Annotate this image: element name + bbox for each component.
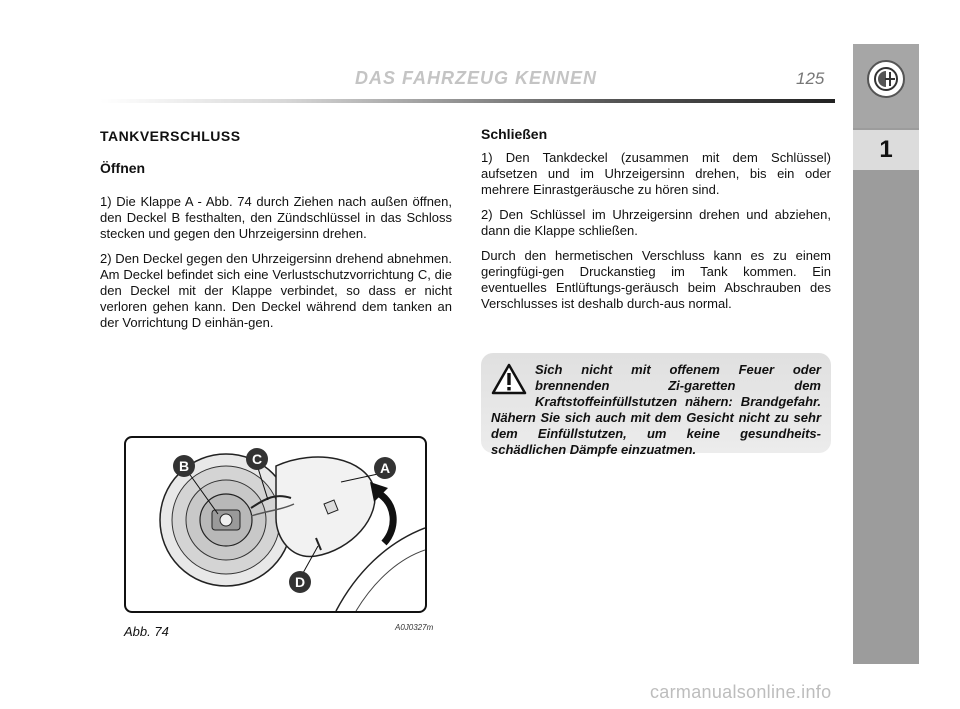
warning-text bbox=[491, 362, 821, 458]
label-d-marker bbox=[289, 571, 311, 593]
chapter-number: 1 bbox=[853, 130, 919, 170]
paragraph: Durch den hermetischen Verschluss kann es zu einem geringfügi-gen Druckanstieg im Tank kommen. Ein eventuelles Entlüftungs-geräusch beim Abschrauben des Verschlusses ist deshalb durch-aus normal. bbox=[481, 248, 831, 311]
paragraph: 2) Den Schlüssel im Uhrzeigersinn drehen und abziehen, dann die Klappe schließen. bbox=[481, 207, 831, 238]
section-heading: TANKVERSCHLUSS bbox=[100, 128, 241, 144]
page-number: 125 bbox=[796, 69, 825, 88]
warning-box bbox=[481, 353, 831, 457]
logo-box bbox=[853, 44, 919, 128]
chapter-tab-strip bbox=[853, 44, 919, 664]
paragraph: 2) Den Deckel gegen den Uhrzeigersinn drehend abnehmen. Am Deckel befindet sich eine Verlustschutzvorrichtung C, die den Deckel mit der Klappe verbindet, so dass er nicht verloren gehen kann. Den Deckel während dem tanken an der Vorrichtung D einhän-gen. bbox=[100, 251, 452, 330]
right-column bbox=[481, 126, 831, 321]
label-c-marker bbox=[246, 448, 268, 470]
warning-text-content: Sich nicht mit offenem Feuer oder brennenden Zi-garetten dem Kraftstoffeinfüllstutzen nähern: Brandgefahr. Nähern Sie sich auch mit dem Gesicht nicht zu sehr dem Einfüllstutzen, um keine gesundheits-schädlichen Dämpfe einzuatmen. bbox=[491, 362, 821, 457]
figure-code: A0J0327m bbox=[395, 623, 434, 632]
alfa-romeo-logo-icon bbox=[867, 60, 905, 98]
fuel-cap-illustration bbox=[126, 438, 425, 611]
label-b-marker bbox=[173, 455, 195, 477]
label-b: B bbox=[178, 458, 190, 474]
subheading-close: Schließen bbox=[481, 126, 548, 142]
figure-fuel-cap bbox=[124, 436, 427, 613]
paragraph: 1) Die Klappe A - Abb. 74 durch Ziehen nach außen öffnen, den Deckel B festhalten, den Zündschlüssel in das Schloss stecken und gegen den Uhrzeigersinn drehen. bbox=[100, 194, 452, 241]
paragraph: 1) Den Tankdeckel (zusammen mit dem Schlüssel) aufsetzen und im Uhrzeigersinn drehen, bis ein oder mehrere Einrastgeräusche zu hören sind. bbox=[481, 150, 831, 197]
label-a: A bbox=[379, 460, 391, 476]
watermark: carmanualsonline.info bbox=[650, 682, 832, 702]
figure-caption: Abb. 74 bbox=[124, 624, 169, 639]
label-a-marker bbox=[374, 457, 396, 479]
label-d: D bbox=[294, 574, 306, 590]
page-header-title: DAS FAHRZEUG KENNEN bbox=[355, 68, 598, 88]
label-c: C bbox=[251, 451, 263, 467]
subheading-open: Öffnen bbox=[100, 160, 146, 176]
left-column bbox=[100, 128, 452, 340]
header-rule bbox=[100, 99, 835, 103]
